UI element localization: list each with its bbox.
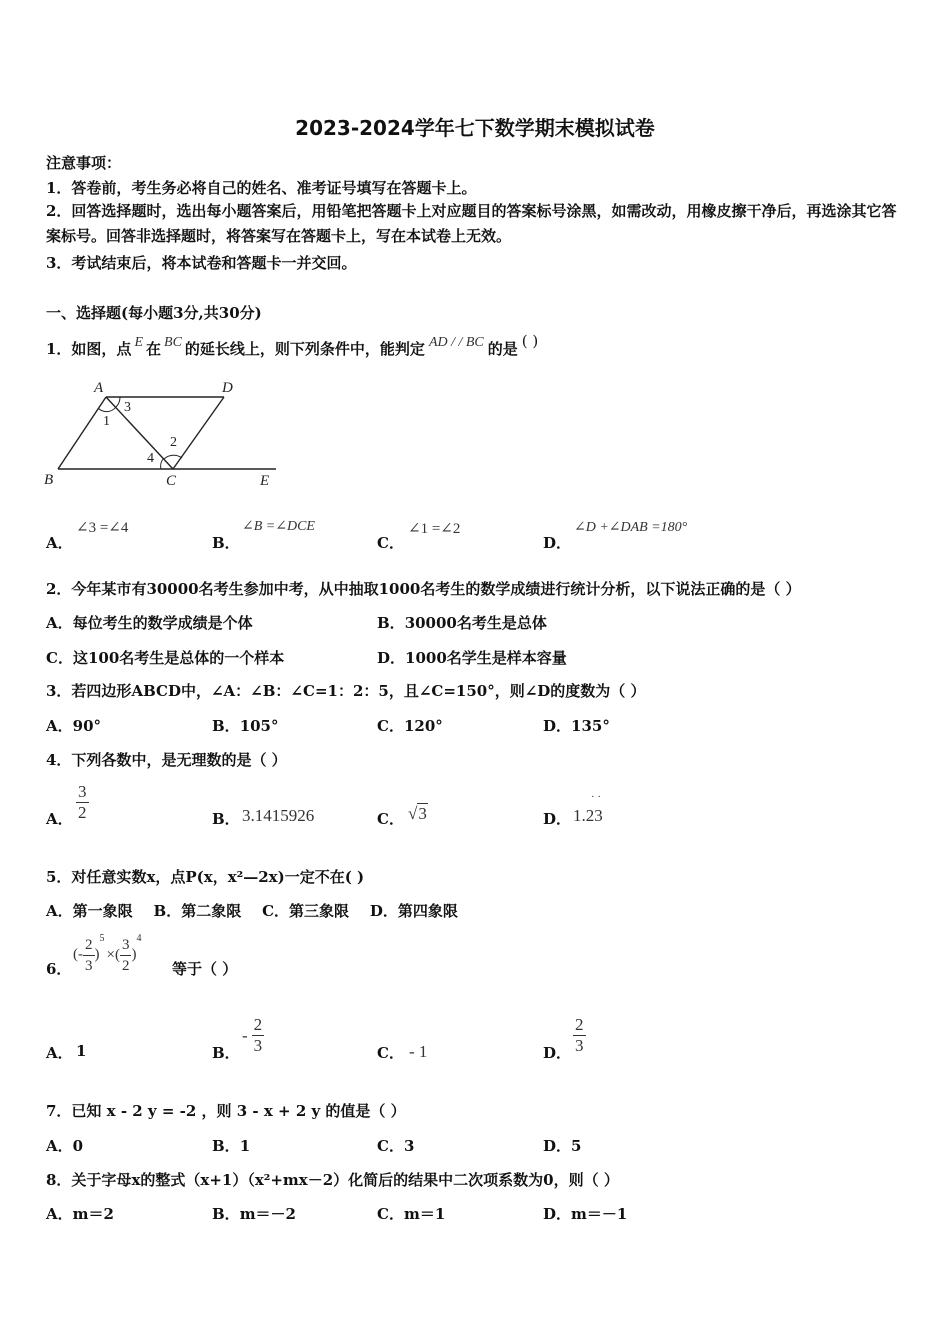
angle-arc-4 bbox=[161, 459, 163, 469]
q6-option-c[interactable]: - 1 bbox=[409, 1042, 428, 1061]
q7-option-c[interactable]: C．3 bbox=[377, 1137, 415, 1155]
q7-stem: 7．已知 x - 2 y = -2 ，则 3 - x + 2 y 的值是（ ） bbox=[46, 1102, 406, 1120]
angle-arc-3 bbox=[116, 397, 120, 407]
q6-frac-1: $\frac{2}{3}$ bbox=[85, 936, 93, 974]
notice-item-2: 2．回答选择题时，选出每小题答案后，用铅笔把答题卡上对应题目的答案标号涂黑，如需改动，用橡皮擦干净后，再选涂其它答案标号。回答非选择题时，将答案写在答题卡上，写在本试卷上无效。 bbox=[46, 202, 897, 245]
q8-option-d[interactable]: D．m＝－1 bbox=[543, 1205, 628, 1223]
q1-on: 在 bbox=[146, 340, 162, 358]
q1-parallel: AD / / BC bbox=[428, 335, 484, 350]
line-ac bbox=[106, 397, 173, 469]
label-a: A bbox=[94, 380, 104, 396]
q1-option-d-label: D． bbox=[543, 534, 572, 552]
q2-stem: 2．今年某市有30000名考生参加中考，从中抽取1000名考生的数学成绩进行统计分析，以下说法正确的是（ ） bbox=[46, 580, 801, 598]
q8-option-c[interactable]: C．m＝1 bbox=[377, 1205, 446, 1223]
notice-item-1: 1．答卷前，考生务必将自己的姓名、准考证号填写在答题卡上。 bbox=[46, 179, 477, 197]
q4-option-a[interactable] bbox=[76, 782, 89, 823]
q3-option-d[interactable]: D．135° bbox=[543, 717, 610, 735]
q4-a-denominator: 2 bbox=[78, 803, 87, 822]
angle-label-1: 1 bbox=[103, 414, 110, 429]
q2-option-c[interactable]: C．这100名考生是总体的一个样本 bbox=[46, 649, 285, 667]
q2-option-d[interactable]: D．1000名学生是样本容量 bbox=[377, 649, 567, 667]
q7-option-a[interactable]: A．0 bbox=[46, 1137, 84, 1155]
q1-option-a[interactable]: ∠3 =∠4 bbox=[76, 520, 129, 536]
q1-option-b-label: B． bbox=[212, 534, 240, 552]
q4-option-c[interactable] bbox=[408, 804, 428, 824]
q6-b-neg: - bbox=[242, 1025, 248, 1045]
q6-lparen: (- bbox=[73, 946, 83, 963]
q7-option-b[interactable]: B．1 bbox=[212, 1137, 251, 1155]
q1-figure bbox=[40, 372, 290, 494]
q1-option-d[interactable]: ∠D +∠DAB =180° bbox=[574, 520, 688, 535]
q6-option-b[interactable]: - $\frac{2}{3}$ bbox=[242, 1015, 263, 1055]
q5-stem: 5．对任意实数x，点P(x，x²—2x)一定不在( ) bbox=[46, 868, 365, 886]
sqrt-icon: √ bbox=[408, 804, 418, 823]
q1-num: 1．如图，点 bbox=[46, 340, 132, 358]
q6-option-a-label: A． bbox=[46, 1044, 73, 1062]
angle-label-4: 4 bbox=[147, 451, 154, 466]
q2-option-b[interactable]: B．30000名考生是总体 bbox=[377, 614, 547, 632]
q1-paren: ( ) bbox=[521, 332, 539, 350]
line-dc bbox=[173, 397, 224, 469]
q4-option-d-label: D． bbox=[543, 810, 572, 828]
q1-option-b[interactable]: ∠B =∠DCE bbox=[242, 519, 315, 534]
q6-option-d[interactable]: $\frac{2}{3}$ bbox=[575, 1015, 584, 1055]
q6-expression: (- $\frac{2}{3}$ )$^5$×( $\frac{3}{2}$ )$^4$ bbox=[73, 933, 142, 974]
q4-stem: 4．下列各数中，是无理数的是（ ） bbox=[46, 751, 287, 769]
q8-stem: 8．关于字母x的整式（x+1）（x²+mx－2）化简后的结果中二次项系数为0，则（ ） bbox=[46, 1171, 619, 1189]
q6-exp-2: 4 bbox=[136, 933, 142, 944]
q3-stem: 3．若四边形ABCD中，∠A：∠B：∠C=1：2：5，且∠C=150°，则∠D的度数为（ ） bbox=[46, 682, 646, 700]
notice-heading: 注意事项： bbox=[46, 154, 122, 172]
q4-option-b[interactable]: 3.1415926 bbox=[242, 806, 315, 825]
q1-mid: 的延长线上，则下列条件中，能判定 bbox=[184, 340, 425, 358]
section-heading: 一、选择题(每小题3分,共30分) bbox=[46, 304, 262, 322]
label-c: C bbox=[166, 473, 177, 489]
q4-c-radicand: 3 bbox=[418, 804, 427, 823]
angle-arc-1 bbox=[98, 407, 116, 412]
label-d: D bbox=[222, 380, 233, 396]
q1-option-c-label: C． bbox=[377, 534, 404, 552]
q6-times: ×( bbox=[106, 946, 120, 963]
angle-arc-2 bbox=[164, 455, 182, 459]
angle-label-3: 3 bbox=[124, 400, 131, 415]
q4-option-a-label: A． bbox=[46, 810, 73, 828]
label-e: E bbox=[260, 473, 270, 489]
q1-end: 的是 bbox=[487, 340, 518, 358]
q6-frac-2: $\frac{3}{2}$ bbox=[121, 936, 130, 974]
angle-label-2: 2 bbox=[170, 435, 177, 450]
q8-option-b[interactable]: B．m＝－2 bbox=[212, 1205, 296, 1223]
q6-option-b-label: B． bbox=[212, 1044, 240, 1062]
q6-num: 6． bbox=[46, 960, 72, 978]
q4-a-numerator: 3 bbox=[78, 782, 87, 801]
line-ab bbox=[58, 397, 106, 469]
q1-option-a-label: A． bbox=[46, 534, 73, 552]
q5-options[interactable]: A．第一象限 B．第二象限 C．第三象限 D．第四象限 bbox=[46, 902, 458, 920]
q4-option-b-label: B． bbox=[212, 810, 240, 828]
q1-option-c[interactable]: ∠1 =∠2 bbox=[408, 521, 461, 537]
q6-option-d-label: D． bbox=[543, 1044, 572, 1062]
q8-option-a[interactable]: A．m＝2 bbox=[46, 1205, 114, 1223]
q6-tail: 等于（ ） bbox=[172, 960, 238, 978]
q3-option-b[interactable]: B．105° bbox=[212, 717, 279, 735]
q6-exp-1: 5 bbox=[99, 933, 105, 944]
q1-point-e: E bbox=[134, 335, 144, 350]
q3-option-a[interactable]: A．90° bbox=[46, 717, 102, 735]
q3-option-c[interactable]: C．120° bbox=[377, 717, 443, 735]
q7-option-d[interactable]: D．5 bbox=[543, 1137, 582, 1155]
q6-option-a[interactable]: 1 bbox=[76, 1042, 87, 1060]
q2-option-a[interactable]: A．每位考生的数学成绩是个体 bbox=[46, 614, 253, 632]
label-b: B bbox=[44, 472, 54, 488]
q4-option-d[interactable]: 1.23 bbox=[573, 806, 603, 825]
q1-stem bbox=[46, 332, 539, 359]
page-title: 2023-2024学年七下数学期末模拟试卷 bbox=[295, 116, 655, 140]
q4-d-repeat-dots: · · bbox=[591, 791, 602, 803]
q6-option-c-label: C． bbox=[377, 1044, 404, 1062]
notice-item-3: 3．考试结束后，将本试卷和答题卡一并交回。 bbox=[46, 254, 357, 272]
q1-line-bc: BC bbox=[164, 335, 182, 350]
q4-option-c-label: C． bbox=[377, 810, 404, 828]
